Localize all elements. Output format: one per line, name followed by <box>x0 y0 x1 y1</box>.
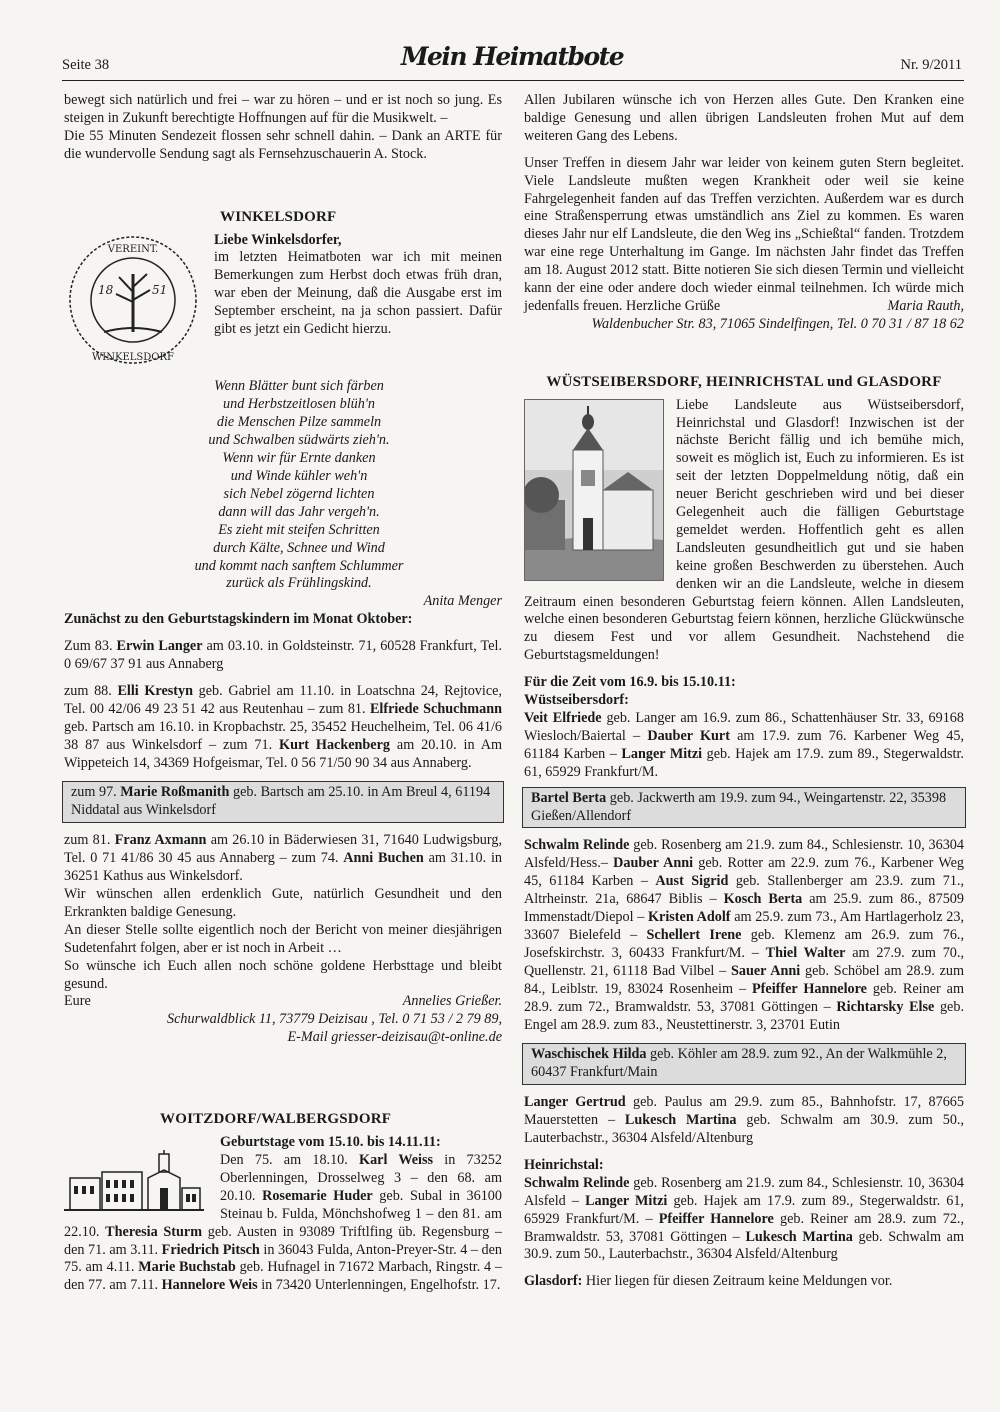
page-header <box>62 42 962 88</box>
masthead-logo: Mein Heimatbote <box>400 42 624 71</box>
poem-line: Wenn wir für Ernte danken <box>222 450 376 467</box>
greeting: Liebe Winkelsdorfer, <box>214 231 342 248</box>
poem-line: und Winde kühler weh'n <box>230 467 368 484</box>
intro-paragraph: bewegt sich natürlich und frei – war zu hören – und er ist noch so jung. Es steigen in Zukunft berechtigte Hoffnungen auf für die Musikwelt. – <box>64 92 502 126</box>
closing-paragraph: So wünsche ich Euch allen noch schöne goldene Herbsttage und bleibt gesund. <box>64 957 502 992</box>
svg-text:WINKELSDORF: WINKELSDORF <box>92 351 174 363</box>
place-heading: Heinrichstal: <box>524 1156 604 1173</box>
poem-line: und Schwalben südwärts zieh'n. <box>208 432 390 449</box>
woitzdorf-body: Den 75. am 18.10. Karl Weiss in 73252 Oberlenningen, Drosselweg 3 – den 68. am 20.10. Rosemarie Huder geb. Subal in 36100 Steinau b. Fulda, Mönchshofweg 1 – den 81. am 22.10. Theresia Sturm geb. Austen in 93089 Triftlfing üb. Regensburg – den 71. am 3.11. Friedrich Pitsch in 36043 Fulda, Anton-Preyer-Str. 4 – den 75. am 4.11. Marie Buchstab geb. Hufnagel in 71672 Marbach, Ringstr. 4 – den 77. am 7.11. Hannelore Weis in 73420 Unterlenningen, Engelhofstr. 17. <box>64 1151 503 1294</box>
intro-paragraph: Die 55 Minuten Sendezeit flossen sehr schnell dahin. – Dank an ARTE für die wundervolle Sendung sagt als Fernsehzuschauerin A. Stock. <box>64 127 502 162</box>
poem-line: zurück als Frühlingskind. <box>226 575 372 592</box>
poem-line: die Menschen Pilze sammeln <box>216 414 382 431</box>
highlight-box <box>522 1043 966 1085</box>
poem-line: und Herbstzeitlosen blüh'n <box>223 396 375 413</box>
winkelsdorf-seal <box>64 232 202 374</box>
section-title-wuestseibersdorf: WÜSTSEIBERSDORF, HEINRICHSTAL und GLASDORF <box>546 373 942 390</box>
birthdays-subhead: Zunächst zu den Geburtstagskindern im Monat Oktober: <box>64 611 413 628</box>
header-rule <box>62 80 964 81</box>
left-column <box>64 92 502 1295</box>
closing-paragraph: Wir wünschen allen erdenklich Gute, natürlich Gesundheit und den Erkrankten baldige Genesung. <box>64 886 502 920</box>
top-signer: Maria Rauth, <box>887 297 964 314</box>
eure-label: Eure <box>64 993 91 1010</box>
top-signer-address: Waldenbucher Str. 83, 71065 Sindelfingen, Tel. 0 70 31 / 87 18 62 <box>591 315 964 332</box>
church-village-icon <box>64 1150 204 1214</box>
glasdorf-entry: Glasdorf: Hier liegen für diesen Zeitraum keine Meldungen vor. <box>524 1273 893 1290</box>
poem-line: dann will das Jahr vergeh'n. <box>218 503 380 520</box>
signer: Annelies Grießer. <box>402 993 502 1010</box>
signature-row <box>64 993 502 1011</box>
svg-text:18: 18 <box>98 282 114 297</box>
birthday-entry: Veit Elfriede geb. Langer am 16.9. zum 86., Schattenhäuser Str. 33, 69168 Wiesloch/Baiertal – Dauber Kurt am 17.9. zum 76. Karbener Weg 45, 61184 Karben – Langer Mitzi geb. Hajek am 17.9. zum 89., Stegerwaldstr. 61, 65929 Frankfurt/M. <box>524 710 964 780</box>
woitzdorf-subhead: Geburtstage vom 15.10. bis 14.11.11: <box>220 1134 441 1151</box>
closing-paragraph: An dieser Stelle sollte eigentlich noch der Bericht von meiner diesjährigen Sudetenfahrt folgen, aber er ist noch in Arbeit … <box>64 921 502 956</box>
birthday-entry: Schwalm Relinde geb. Rosenberg am 21.9. zum 84., Schlesienstr. 10, 36304 Alsfeld – Langer Mitzi geb. Hajek am 17.9. zum 89., Stegerwaldstr. 61, 65929 Frankfurt/M. – Pfeiffer Hannelore geb. Reiner am 28.9. zum 72., Bramwaldstr. 53, 37081 Göttingen – Lukesch Martina geb. Schwalm am 30.9. zum 50., Lauterbachstr., 36304 Alsfeld/Altenburg <box>524 1174 965 1263</box>
signer-address: Schurwaldblick 11, 73779 Deizisau , Tel. 0 71 53 / 2 79 89, <box>167 1011 502 1028</box>
page-number: Seite 38 <box>62 57 110 73</box>
section-title-winkelsdorf: WINKELSDORF <box>220 208 337 225</box>
poem-line: und kommt nach sanftem Schlummer <box>194 557 404 574</box>
birthday-entry: zum 81. Franz Axmann am 26.10 in Bäderwiesen 31, 71640 Ludwigsburg, Tel. 0 71 41/86 30 45 aus Annaberg – zum 74. Anni Buchen am 31.10. in 36251 Kathus aus Winkelsdorf. <box>64 832 502 885</box>
birthday-entry: zum 97. Marie Roßmanith geb. Bartsch am 25.10. in Am Breul 4, 61194 Niddatal aus Winkelsdorf <box>71 784 491 819</box>
poem <box>174 378 424 593</box>
winkelsdorf-body: im letzten Heimatboten war ich mit meinen Bemerkungen zum Herbst doch etwas früh dran, war eben der Meinung, daß die Ausgabe erst im September erscheint, na ja schon passiert. Dafür gibt es jetzt ein Gedicht hierzu. <box>214 249 502 338</box>
poem-line: Wenn Blätter bunt sich färben <box>214 378 384 395</box>
church-photo-icon <box>524 399 664 581</box>
highlight-box <box>522 787 966 829</box>
section-title-woitzdorf: WOITZDORF/WALBERGSDORF <box>160 1111 392 1128</box>
birthday-entry: zum 88. Elli Krestyn geb. Gabriel am 11.10. in Loatschna 24, Rejtovice, Tel. 00 42/06 49 23 51 42 aus Reutenhau – zum 81. Elfriede Schuchmann geb. Partsch am 16.10. in Kropbachstr. 25, 35452 Heuchelheim, Tel. 06 41/6 38 87 aus Winkelsdorf – zum 71. Kurt Hackenberg am 20.10. in Am Wippeteich 14, 34369 Hofgeismar, Tel. 0 56 71/50 90 34 aus Annaberg. <box>64 682 503 771</box>
poem-line: Es zieht mit steifen Schritten <box>218 521 380 538</box>
birthday-entry: Langer Gertrud geb. Paulus am 29.9. zum 85., Bahnhofstr. 17, 87665 Mauerstetten – Lukesch Martina geb. Schwalm am 30.9. zum 50., Lauterbachstr., 36304 Alsfeld/Altenburg <box>524 1094 965 1147</box>
wuest-body: Liebe Landsleute aus Wüstseibersdorf, Heinrichstal und Glasdorf! Inzwischen ist der nächste Bericht fällig und ich bemühe mich, soweit es möglich ist, Euch zu informieren. Es ist seit der letzten Doppelmeldung nötig, daß ein neuer Bericht geschrieben wird und bei dieser Gelegenheit auch die fälligen Geburtstage gemeldet werden. Hoffentlich geht es allen Landsleuten gesundheitlich gut und sie haben keine großen Beschwerden zu überstehen. Auch denken wir an die Landsleute, welche in diesem Zeitraum einen besonderen Geburtstag feiern können. Allen Landsleuten, welche einen besonderen Geburtstag feiern können, herzliche Glückwünsche zu diesem Fest und vor allem Gesundheit. Nachstehend die Geburtstagsmeldungen! <box>524 396 964 664</box>
svg-text:VEREINT.: VEREINT. <box>107 243 159 255</box>
place-heading: Glasdorf: <box>524 1273 583 1290</box>
birthday-entry: Waschischek Hilda geb. Köhler am 28.9. zum 92., An der Walkmühle 2, 60437 Frankfurt/Main <box>531 1046 947 1081</box>
birthday-entry: Bartel Berta geb. Jackwerth am 19.9. zum 94., Weingartenstr. 22, 35398 Gießen/Allendorf <box>531 789 947 824</box>
signer-email: E-Mail griesser-deizisau@t-online.de <box>287 1029 502 1046</box>
seal-icon <box>64 232 202 368</box>
poem-line: sich Nebel zögernd lichten <box>223 485 375 502</box>
issue-number: Nr. 9/2011 <box>900 57 962 73</box>
birthday-entry: Schwalm Relinde geb. Rosenberg am 21.9. zum 84., Schlesienstr. 10, 36304 Alsfeld/Hess.– Dauber Anni geb. Rotter am 22.9. zum 76., Karbener Weg 45, 61184 Karben – Aust Sigrid geb. Stallenberger am 23.9. zum 71., Altrheinstr. 21a, 68647 Biblis – Kosch Berta am 25.9. zum 86., 87509 Immenstadt/Diepol – Kristen Adolf am 25.9. zum 73., Am Hartlagerholz 23, 33607 Bielefeld – Schellert Irene geb. Klemenz am 26.9. zum 76., Josefskirchstr. 3, 60433 Frankfurt/M. – Thiel Walter am 27.9. zum 70., Quellenstr. 21, 61118 Bad Vilbel – Sauer Anni geb. Schöbel am 28.9. zum 84., Leiblstr. 19, 83024 Rosenheim – Pfeiffer Hannelore geb. Reiner am 28.9. zum 72., Bramwaldstr. 53, 37081 Göttingen – Richtarsky Else geb. Engel am 28.9. zum 83., Neustettinerstr. 3, 23701 Eutin <box>524 837 965 1033</box>
period-heading: Für die Zeit vom 16.9. bis 15.10.11: <box>524 674 736 691</box>
place-heading: Wüstseibersdorf: <box>524 692 629 709</box>
right-column <box>524 92 964 1291</box>
meeting-paragraph: Unser Treffen in diesem Jahr war leider von keinem guten Stern begleitet. Viele Landsleute mußten wegen Krankheit oder weil sie keine Fahrgelegenheit fanden auf das Treffen verzichten. Außerdem war es durch eine Straßensperrung etwas umständlich ans Ziel zu kommen. Es waren dieses Jahr nur elf Landsleute, die den Weg ins „Schießtal“ fanden. Trotzdem war eine rege Unterhaltung im Gange. Im nächsten Jahr findet das Treffen am 18. August 2012 statt. Bitte notieren Sie sich diesen Termin und vielleicht kann der eine oder andere doch wieder einmal teilnehmen. Ich würde mich jedenfalls freuen. Herzliche Grüße <box>524 154 964 314</box>
jubilee-paragraph: Allen Jubilaren wünsche ich von Herzen alles Gute. Den Kranken eine baldige Genesung und allen übrigen Landsleuten frohen Mut auf dem weiteren Gang des Lebens. <box>524 92 964 144</box>
church-photo <box>524 399 664 587</box>
highlight-box <box>62 781 504 823</box>
birthday-entry: Zum 83. Erwin Langer am 03.10. in Goldsteinstr. 71, 60528 Frankfurt, Tel. 0 69/67 37 91 aus Annaberg <box>64 638 503 673</box>
village-illustration <box>64 1146 204 1220</box>
poem-author: Anita Menger <box>423 593 502 610</box>
svg-text:51: 51 <box>152 282 168 297</box>
poem-line: durch Kälte, Schnee und Wind <box>213 539 385 556</box>
